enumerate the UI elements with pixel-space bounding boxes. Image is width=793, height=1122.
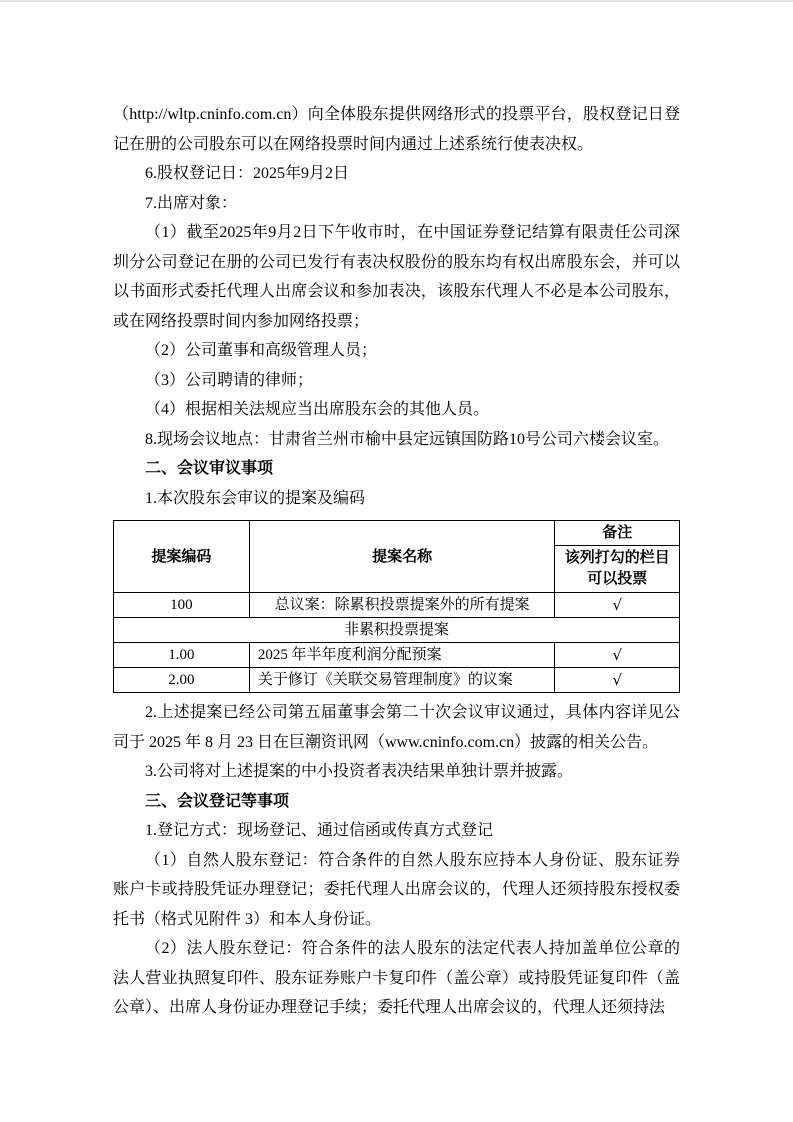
table-row-proposal-2 <box>114 668 680 693</box>
paragraph-record-date: 6.股权登记日：2025年9月2日 <box>145 165 350 182</box>
cell-proposal-code: 1.00 <box>114 643 250 668</box>
remark-note-line-1: 该列打勾的栏目 <box>564 550 670 566</box>
cell-remark-checkmark: √ <box>555 593 680 618</box>
paragraph-attendees-title: 7.出席对象： <box>145 194 238 212</box>
paragraph-board-approval: 2.上述提案已经公司第五届董事会第二十次会议审议通过，具体内容详见公司于 2025 年 8 月 23 日在巨潮资讯网（www.cninfo.com.cn）披露的相关公告。 <box>113 704 680 751</box>
paragraph-attendees-3: （3）公司聘请的律师； <box>145 371 314 389</box>
paragraph-attendees-1: （1）截至2025年9月2日下午收市时，在中国证券登记结算有限责任公司深圳分公司登记在册的公司已发行有表决权股份的股东均有权出席股东会，并可以以书面形式委托代理人出席会议和参加表决，该股东代理人不必是本公司股东，或在网络投票时间内参加网络投票； <box>113 224 680 330</box>
table-row-proposal-1 <box>114 643 680 668</box>
proposal-table <box>113 520 680 693</box>
section-heading-registration: 三、会议登记等事项 <box>145 792 290 810</box>
paragraph-minority-investor-count: 3.公司将对上述提案的中小投资者表决结果单独计票并披露。 <box>145 763 574 780</box>
paragraph-meeting-venue: 8.现场会议地点：甘肃省兰州市榆中县定远镇国防路10号公司六楼会议室。 <box>145 430 670 448</box>
cell-non-cumulative-label: 非累积投票提案 <box>114 618 680 643</box>
paragraph-legal-person-registration: （2）法人股东登记：符合条件的法人股东的法定代表人持加盖单位公章的法人营业执照复印件、股东证券账户卡复印件（盖公章）或持股凭证复印件（盖公章）、出席人身份证办理登记手续；委托代理人出席会议的，代理人还须持法 <box>113 940 680 1016</box>
cell-proposal-code: 100 <box>114 593 250 618</box>
paragraph-attendees-2: （2）公司董事和高级管理人员； <box>145 342 378 359</box>
header-cell-proposal-code: 提案编码 <box>114 521 250 593</box>
cell-proposal-name: 总议案：除累积投票提案外的所有提案 <box>249 593 555 618</box>
section-heading-review-items: 二、会议审议事项 <box>145 460 274 477</box>
remark-note-line-2: 可以投票 <box>587 571 648 587</box>
page-top-edge <box>0 0 793 2</box>
header-cell-remark: 备注 <box>555 521 680 546</box>
paragraph-proposal-list-title: 1.本次股东会审议的提案及编码 <box>145 489 366 507</box>
paragraph-attendees-4: （4）根据相关法规应当出席股东会的其他人员。 <box>145 401 490 418</box>
paragraph-continued-network-voting: （http://wltp.cninfo.com.cn）向全体股东提供网络形式的投票平台，股权登记日登记在册的公司股东可以在网络投票时间内通过上述系统行使表决权。 <box>113 106 680 153</box>
header-cell-remark-note <box>555 546 680 593</box>
cell-proposal-code: 2.00 <box>114 668 250 693</box>
cell-remark-checkmark: √ <box>555 643 680 668</box>
cell-proposal-name: 关于修订《关联交易管理制度》的议案 <box>249 668 555 693</box>
cell-proposal-name: 2025 年半年度利润分配预案 <box>249 643 555 668</box>
table-header-row-1 <box>114 521 680 546</box>
cell-remark-checkmark: √ <box>555 668 680 693</box>
paragraph-registration-method: 1.登记方式：现场登记、通过信函或传真方式登记 <box>145 822 494 839</box>
table-row-general-proposal <box>114 593 680 618</box>
table-row-non-cumulative-span <box>114 618 680 643</box>
header-cell-proposal-name: 提案名称 <box>249 521 555 593</box>
paragraph-natural-person-registration: （1）自然人股东登记：符合条件的自然人股东应持本人身份证、股东证券账户卡或持股凭证办理登记；委托代理人出席会议的，代理人还须持股东授权委托书（格式见附件 3）和本人身份证。 <box>113 851 680 928</box>
